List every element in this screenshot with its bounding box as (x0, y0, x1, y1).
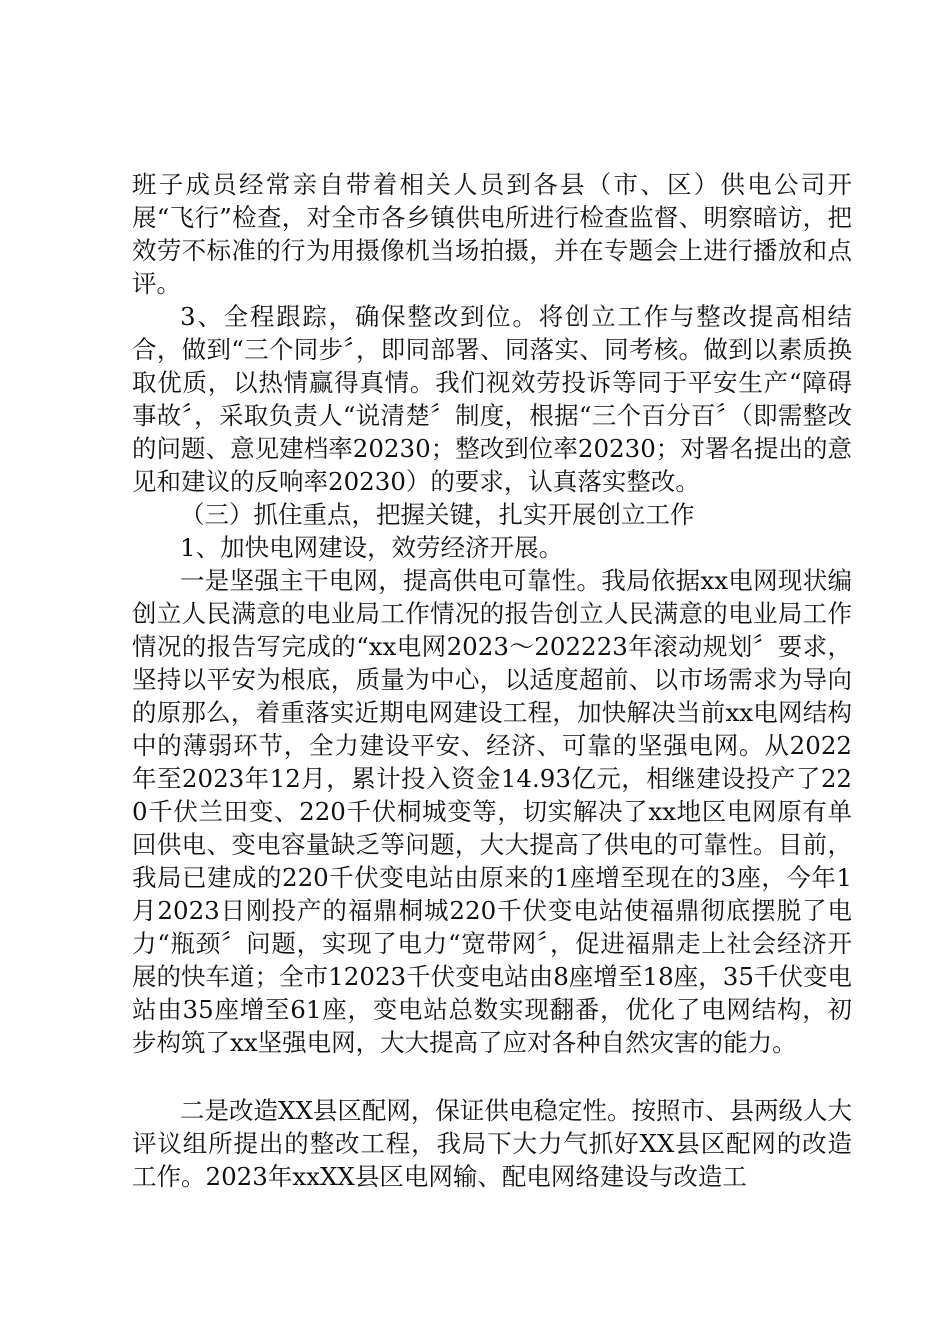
paragraph-main-grid: 一是坚强主干电网，提高供电可靠性。我局依据xx电网现状编创立人民满意的电业局工作情况的报告创立人民满意的电业局工作情况的报告写完成的“xx电网2023～202223年滚动规划〞要求，坚持以平安为根底，质量为中心，以适度超前、以市场需求为导向的原那么，着重落实近期电网建设工程，加快解决当前xx电网结构中的薄弱环节，全力建设平安、经济、可靠的坚强电网。从2022年至2023年12月，累计投入资金14.93亿元，相继建设投产了220千伏兰田变、220千伏桐城变等，切实解决了xx地区电网原有单回供电、变电容量缺乏等问题，大大提高了供电的可靠性。目前，我局已建成的220千伏变电站由原来的1座增至现在的3座，今年1月2023日刚投产的福鼎桐城220千伏变电站使福鼎彻底摆脱了电力“瓶颈〞问题，实现了电力“宽带网〞，促进福鼎走上社会经济开展的快车道；全市12023千伏变电站由8座增至18座，35千伏变电站由35座增至61座，变电站总数实现翻番，优化了电网结构，初步构筑了xx坚强电网，大大提高了应对各种自然灾害的能力。 (132, 566, 852, 1057)
section-heading-three: （三）抓住重点，把握关键，扎实开展创立工作 (180, 500, 695, 529)
subheading-grid-construction: 1、加快电网建设，效劳经济开展。 (180, 533, 564, 562)
paragraph-tracking-rectification: 3、全程跟踪，确保整改到位。将创立工作与整改提高相结合，做到“三个同步〞，即同部署、同落实、同考核。做到以素质换取优质，以热情赢得真情。我们视效劳投诉等同于平安生产“障碍事故〞，采取负责人“说清楚〞制度，根据“三个百分百〞（即需整改的问题、意见建档率20230；整改到位率20230；对署名提出的意见和建议的反响率20230）的要求，认真落实整改。 (132, 302, 852, 496)
paragraph-distribution-network: 二是改造XX县区配网，保证供电稳定性。按照市、县两级人大评议组所提出的整改工程，我局下大力气抓好XX县区配网的改造工作。2023年xxXX县区电网输、配电网络建设与改造工 (132, 1096, 852, 1191)
paragraph-inspection: 班子成员经常亲自带着相关人员到各县（市、区）供电公司开展“飞行”检查，对全市各乡镇供电所进行检查监督、明察暗访，把效劳不标准的行为用摄像机当场拍摄，并在专题会上进行播放和点评。 (132, 170, 852, 298)
document-body (132, 168, 852, 1193)
paragraph-gap (132, 1059, 852, 1094)
